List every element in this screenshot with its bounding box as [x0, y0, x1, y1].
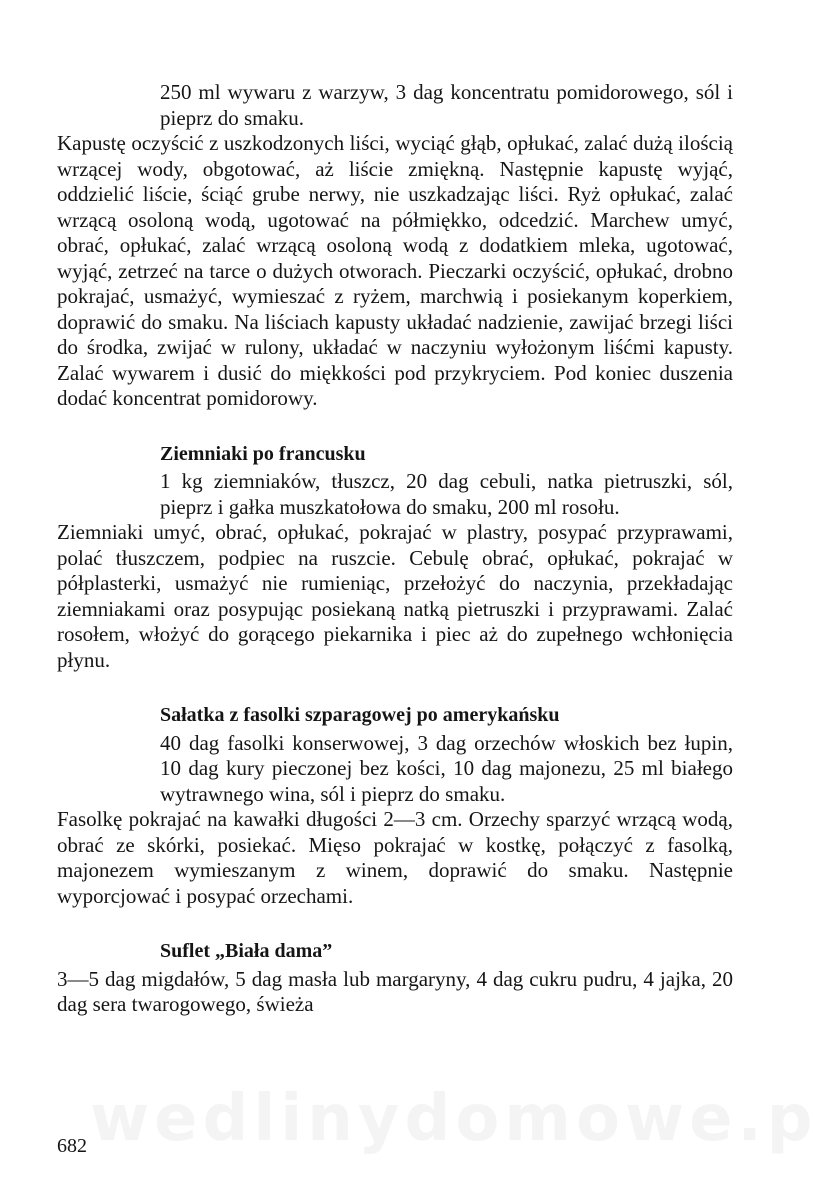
- page-content: [57, 80, 733, 1018]
- continued-ingredients: [160, 80, 733, 131]
- recipe-ingredients: [160, 469, 733, 520]
- ingredients-text: 40 dag fasolki konserwowej, 3 dag orzechów włoskich bez łupin, 10 dag kury pieczonej bez kości, 10 dag majonezu, 25 ml białego wytrawnego wina, sól i pieprz do smaku.: [160, 730, 733, 806]
- recipe-title: Sałatka z fasolki szparagowej po amerykańsku: [160, 704, 560, 726]
- recipe-salatka: [57, 703, 733, 909]
- recipe-suflet: [57, 939, 733, 1018]
- recipe-ziemniaki: [57, 442, 733, 674]
- recipe-ingredients: [57, 967, 733, 1018]
- recipe-method: Fasolkę pokrajać na kawałki długości 2—3 cm. Orzechy sparzyć wrzącą wodą, obrać ze skórki, posiekać. Mięso pokrajać w kostkę, połączyć z fasolką, majonezem wymieszanym z winem, doprawić do smaku. Następnie wyporcjować i posypać orzechami.: [57, 807, 733, 908]
- ingredients-text: 1 kg ziemniaków, tłuszcz, 20 dag cebuli, natka pietruszki, sól, pieprz i gałka muszkatołowa do smaku, 200 ml rosołu.: [160, 469, 733, 519]
- watermark: [90, 1082, 813, 1156]
- page-number: 682: [57, 1135, 87, 1157]
- continued-method: Kapustę oczyścić z uszkodzonych liści, wyciąć głąb, opłukać, zalać dużą ilością wrzącej wody, obgotować, aż liście zmiękną. Następnie kapustę wyjąć, oddzielić liście, ściąć grube nerwy, nie uszkadzając liści. Ryż opłukać, zalać wrzącą osoloną wodą, ugotować na półmiękko, odcedzić. Marchew umyć, obrać, opłukać, zalać wrzącą osoloną wodą z dodatkiem mleka, ugotować, wyjąć, zetrzeć na tarce o dużych otworach. Pieczarki oczyścić, opłukać, drobno pokrajać, usmażyć, wymieszać z ryżem, marchwią i posiekanym koperkiem, doprawić do smaku. Na liściach kapusty układać nadzienie, zawijać brzegi liści do środka, zwijać w rulony, układać w naczyniu wyłożonym liśćmi kapusty. Zalać wywarem i dusić do miękkości pod przykryciem. Pod koniec duszenia dodać koncentrat pomidorowy.: [57, 131, 733, 410]
- recipe-ingredients: [160, 731, 733, 808]
- recipe-method: Ziemniaki umyć, obrać, opłukać, pokrajać w plastry, posypać przyprawami, polać tłuszczem, podpiec na ruszcie. Cebulę obrać, opłukać, pokrajać w półplasterki, usmażyć nie rumieniąc, przełożyć do naczynia, przekładając ziemniakami oraz posypując posiekaną natką pietruszki i przyprawami. Zalać rosołem, włożyć do gorącego piekarnika i piec aż do zupełnego wchłonięcia płynu.: [57, 520, 733, 672]
- ingredients-text: 3—5 dag migdałów, 5 dag masła lub margaryny, 4 dag cukru pudru, 4 jajka, 20 dag sera twarogowego, świeża: [57, 966, 733, 1016]
- recipe-title: Suflet „Biała dama”: [160, 940, 333, 962]
- ingredients-text: 250 ml wywaru z warzyw, 3 dag koncentratu pomidorowego, sól i pieprz do smaku.: [160, 80, 733, 130]
- recipe-title: Ziemniaki po francusku: [160, 442, 366, 465]
